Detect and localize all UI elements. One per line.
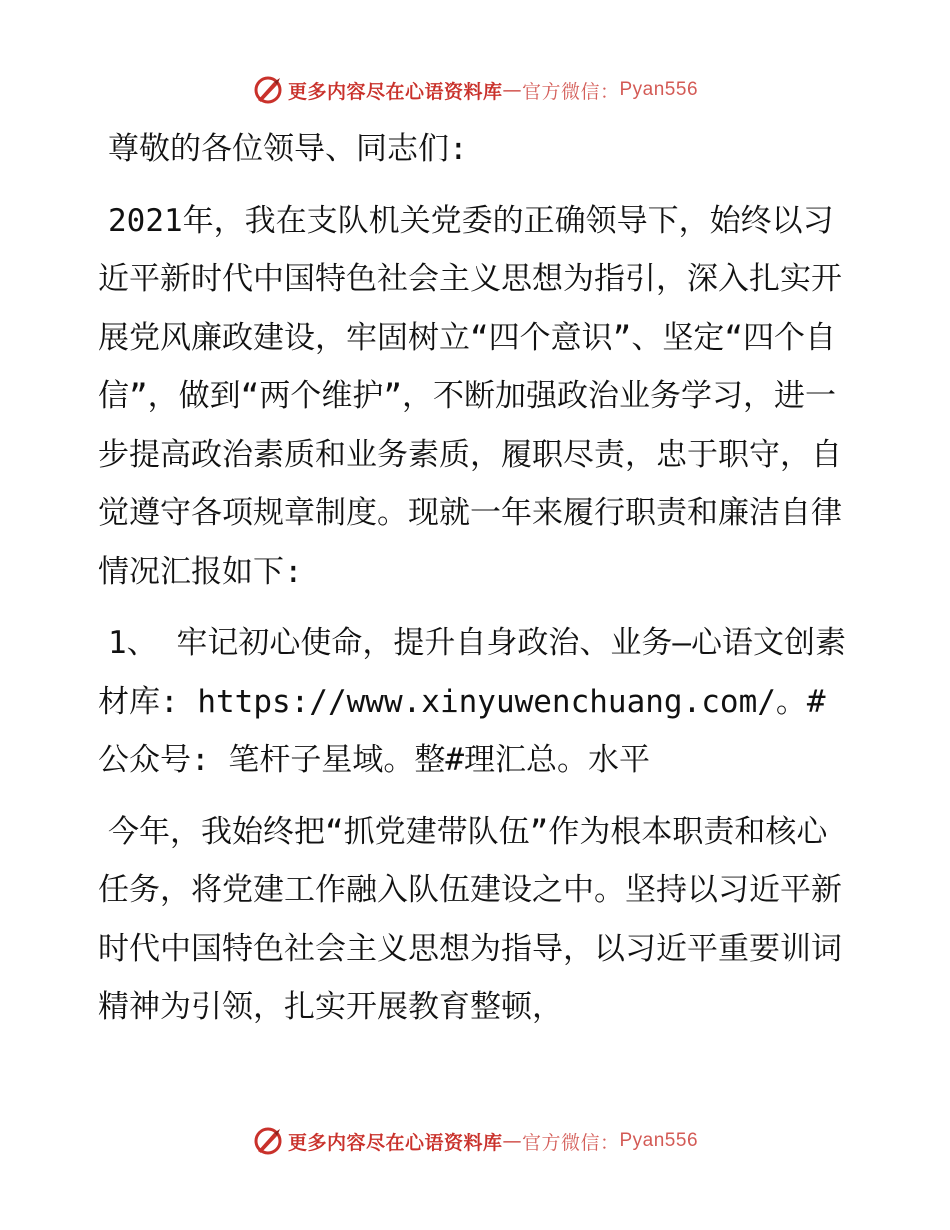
footer-watermark — [0, 1121, 950, 1161]
header-watermark-dash: — — [502, 79, 522, 101]
header-watermark-title: 更多内容尽在心语资料库 — [287, 80, 503, 103]
section-1-title: 1、 牢记初心使命，提升自身政治、业务—心语文创素材库: https://www.xinyuwenchuang.com/。#公众号: 笔杆子星域。整#理汇总。水平 — [98, 625, 846, 778]
feather-logo-icon — [252, 1125, 284, 1157]
feather-logo-icon — [252, 74, 284, 106]
header-watermark-wechat-id: Pyan556 — [619, 79, 699, 100]
footer-watermark-wechat-id: Pyan556 — [619, 1130, 699, 1151]
header-watermark-wechat-label: 官方微信： — [521, 80, 620, 103]
footer-watermark-title: 更多内容尽在心语资料库 — [287, 1131, 503, 1154]
footer-watermark-wechat-label: 官方微信： — [521, 1131, 620, 1154]
paragraph-intro: 2021年，我在支队机关党委的正确领导下，始终以习近平新时代中国特色社会主义思想为指引，深入扎实开展党风廉政建设，牢固树立“四个意识”、坚定“四个自信”，做到“两个维护”，不断加强政治业务学习，进一步提高政治素质和业务素质，履职尽责，忠于职守，自觉遵守各项规章制度。现就一年来履行职责和廉洁自律情况汇报如下: — [98, 202, 842, 590]
footer-watermark-dash: — — [502, 1130, 522, 1152]
header-watermark — [0, 70, 950, 110]
salutation: 尊敬的各位领导、同志们: — [108, 131, 468, 167]
document-body — [98, 120, 850, 1037]
paragraph-section-1: 今年，我始终把“抓党建带队伍”作为根本职责和核心任务，将党建工作融入队伍建设之中。坚持以习近平新时代中国特色社会主义思想为指导，以习近平重要训词精神为引领，扎实开展教育整顿， — [98, 813, 842, 1025]
